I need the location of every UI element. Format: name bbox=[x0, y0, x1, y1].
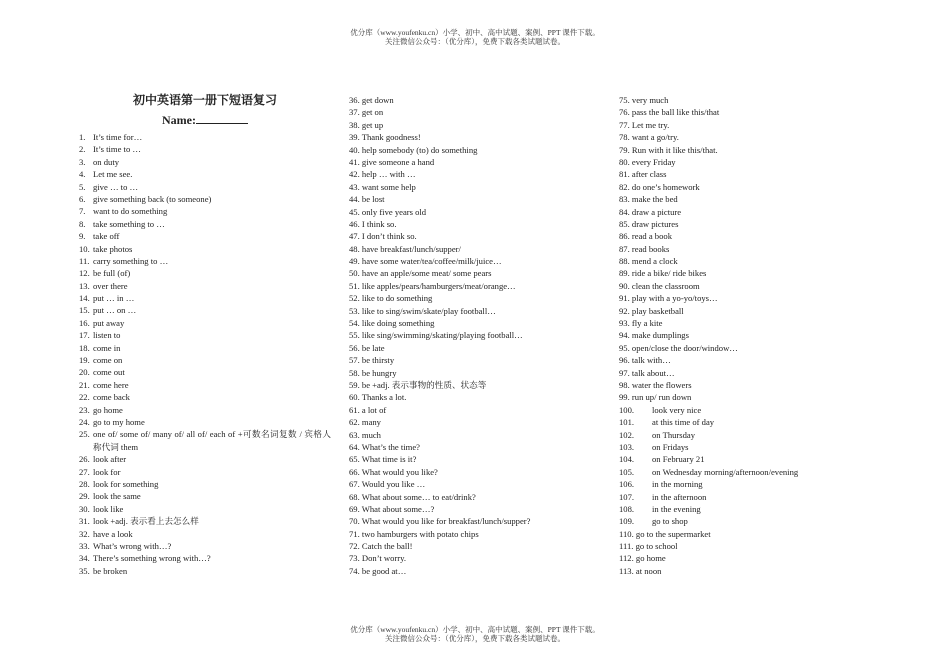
header-line-1: 优分库（www.youfenku.cn）小学、初中、高中试题、案例、PPT 课件下载。 bbox=[350, 28, 600, 37]
list-item: 36. get down bbox=[349, 95, 394, 105]
item-number: 13. bbox=[79, 280, 90, 291]
item-text: It’s time for… bbox=[93, 132, 143, 142]
list-item bbox=[619, 540, 869, 552]
item-text: make dumplings bbox=[631, 330, 689, 341]
item-text: look like bbox=[93, 503, 124, 514]
item-number: 106. bbox=[619, 479, 635, 490]
item-number: 1. bbox=[79, 132, 86, 142]
list-item bbox=[79, 416, 331, 428]
list-item bbox=[619, 491, 869, 503]
list-item bbox=[619, 441, 869, 453]
item-text: read a book bbox=[631, 231, 672, 242]
item-text: go to the supermarket bbox=[635, 528, 711, 539]
item-text: look for something bbox=[93, 478, 159, 489]
list-item bbox=[79, 255, 331, 267]
item-text: play with a yo-yo/toys… bbox=[631, 293, 718, 304]
list-item: 48. have breakfast/lunch/supper/ bbox=[349, 243, 461, 254]
item-number: 77. bbox=[619, 119, 630, 130]
item-number: 9. bbox=[79, 231, 86, 242]
item-text: ride a bike/ ride bikes bbox=[631, 268, 707, 279]
list-item bbox=[619, 565, 869, 577]
list-item bbox=[79, 168, 331, 180]
list-item bbox=[619, 305, 869, 317]
item-number: 105. bbox=[619, 466, 635, 477]
list-item bbox=[619, 528, 869, 540]
list-item bbox=[79, 366, 331, 378]
list-item bbox=[79, 428, 331, 453]
item-text: What’s wrong with…? bbox=[93, 540, 172, 551]
list-item: 66. What would you like? bbox=[349, 466, 438, 477]
item-number: 96. bbox=[619, 355, 630, 366]
item-text: come out bbox=[93, 367, 125, 378]
list-item bbox=[619, 280, 869, 292]
item-text: in the afternoon bbox=[652, 491, 707, 502]
list-item bbox=[79, 131, 331, 143]
list-item bbox=[79, 243, 331, 255]
item-text: clean the classroom bbox=[631, 280, 700, 291]
item-text: put … on … bbox=[93, 305, 137, 316]
list-item: 40. help somebody (to) do something bbox=[349, 144, 478, 155]
list-item bbox=[619, 478, 869, 490]
list-item bbox=[619, 379, 869, 391]
list-item bbox=[619, 552, 869, 564]
list-item: 64. What’s the time? bbox=[349, 441, 420, 452]
item-number: 102. bbox=[619, 429, 635, 440]
list-item bbox=[619, 354, 869, 366]
list-item: 58. be hungry bbox=[349, 367, 397, 378]
list-item bbox=[619, 515, 869, 527]
list-item bbox=[619, 106, 869, 118]
list-item bbox=[79, 478, 331, 490]
list-item bbox=[79, 193, 331, 205]
item-number: 90. bbox=[619, 280, 630, 291]
item-number: 5. bbox=[79, 181, 86, 192]
item-text: water the flowers bbox=[631, 379, 692, 390]
item-text: on Wednesday morning/afternoon/evening bbox=[652, 466, 799, 477]
list-item bbox=[619, 119, 869, 131]
item-text: carry something to … bbox=[93, 255, 169, 266]
list-item: 46. I think so. bbox=[349, 218, 397, 229]
item-number: 27. bbox=[79, 466, 90, 477]
item-number: 11. bbox=[79, 255, 90, 266]
item-text: at noon bbox=[635, 565, 662, 576]
item-text: very much bbox=[631, 95, 669, 105]
list-item: 52. like to do something bbox=[349, 293, 433, 304]
item-number: 79. bbox=[619, 144, 630, 155]
item-number: 91. bbox=[619, 293, 630, 304]
list-item bbox=[619, 317, 869, 329]
item-number: 86. bbox=[619, 231, 630, 242]
item-number: 112. bbox=[619, 553, 634, 564]
list-item bbox=[619, 230, 869, 242]
item-number: 31. bbox=[79, 516, 90, 527]
list-item bbox=[79, 490, 331, 502]
list-item: 38. get up bbox=[349, 119, 384, 130]
item-number: 21. bbox=[79, 379, 90, 390]
list-item: 54. like doing something bbox=[349, 318, 435, 329]
phrase-column-3 bbox=[619, 94, 869, 577]
list-item bbox=[619, 404, 869, 416]
list-item: 74. be good at… bbox=[349, 565, 407, 576]
item-number: 30. bbox=[79, 503, 90, 514]
list-item: 65. What time is it? bbox=[349, 454, 417, 465]
list-item: 67. Would you like … bbox=[349, 479, 426, 490]
item-text: do one’s homework bbox=[631, 181, 700, 192]
item-number: 28. bbox=[79, 478, 90, 489]
item-text: in the morning bbox=[652, 479, 703, 490]
list-item: 70. What would you like for breakfast/lunch/supper? bbox=[349, 516, 531, 527]
item-number: 4. bbox=[79, 169, 86, 180]
item-text: on February 21 bbox=[652, 454, 705, 465]
item-text: go to shop bbox=[652, 516, 688, 527]
list-item: 59. be +adj. 表示事物的性质、状态等 bbox=[349, 379, 487, 390]
list-item bbox=[79, 267, 331, 279]
list-item bbox=[79, 218, 331, 230]
list-item bbox=[619, 168, 869, 180]
item-number: 18. bbox=[79, 342, 90, 353]
item-text: be broken bbox=[93, 565, 128, 576]
item-text: want to do something bbox=[93, 206, 168, 217]
item-number: 12. bbox=[79, 268, 90, 279]
list-item bbox=[79, 515, 331, 527]
item-text: every Friday bbox=[631, 156, 676, 167]
list-item: 72. Catch the ball! bbox=[349, 541, 413, 552]
item-number: 89. bbox=[619, 268, 630, 279]
item-number: 113. bbox=[619, 565, 634, 576]
list-item bbox=[79, 329, 331, 341]
item-text: pass the ball like this/that bbox=[631, 107, 720, 118]
item-number: 98. bbox=[619, 379, 630, 390]
item-text: It’s time to … bbox=[93, 144, 141, 155]
item-number: 10. bbox=[79, 243, 90, 254]
item-number: 83. bbox=[619, 194, 630, 205]
list-item bbox=[619, 342, 869, 354]
item-text: come in bbox=[93, 342, 121, 353]
list-item bbox=[619, 367, 869, 379]
list-item bbox=[79, 304, 331, 316]
item-text: look after bbox=[93, 454, 127, 465]
item-number: 94. bbox=[619, 330, 630, 341]
item-text: in the evening bbox=[652, 503, 701, 514]
list-item bbox=[619, 466, 869, 478]
item-number: 6. bbox=[79, 193, 86, 204]
item-text: go home bbox=[635, 553, 666, 564]
list-item: 73. Don’t worry. bbox=[349, 553, 407, 564]
item-text: take something to … bbox=[93, 218, 165, 229]
list-item: 57. be thirsty bbox=[349, 355, 395, 366]
item-number: 15. bbox=[79, 305, 90, 316]
item-text: put away bbox=[93, 317, 125, 328]
item-number: 14. bbox=[79, 293, 90, 304]
list-item bbox=[79, 540, 331, 552]
item-text: after class bbox=[631, 169, 667, 180]
item-text: at this time of day bbox=[652, 417, 715, 428]
item-text: one of/ some of/ many of/ all of/ each of +可数名词复数 / 宾格人称代词 them bbox=[93, 429, 331, 452]
item-number: 82. bbox=[619, 181, 630, 192]
item-number: 2. bbox=[79, 144, 86, 155]
item-number: 25. bbox=[79, 429, 90, 440]
item-number: 19. bbox=[79, 355, 90, 366]
item-number: 99. bbox=[619, 392, 630, 403]
name-blank-line bbox=[196, 112, 248, 124]
list-item bbox=[79, 453, 331, 465]
list-item bbox=[619, 416, 869, 428]
list-item: 50. have an apple/some meat/ some pears bbox=[349, 268, 492, 279]
list-item: 60. Thanks a lot. bbox=[349, 392, 407, 403]
item-number: 109. bbox=[619, 516, 635, 527]
item-number: 34. bbox=[79, 553, 90, 564]
item-text: come on bbox=[93, 355, 123, 366]
item-text: look +adj. 表示看上去怎么样 bbox=[93, 516, 199, 527]
footer-line-2: 关注微信公众号：（优分库），免费下载各类试题试卷。 bbox=[385, 634, 565, 643]
list-item bbox=[619, 429, 869, 441]
item-number: 87. bbox=[619, 243, 630, 254]
item-text: listen to bbox=[93, 330, 121, 341]
list-item: 55. like sing/swimming/skating/playing football… bbox=[349, 330, 523, 341]
list-item: 63. much bbox=[349, 429, 381, 440]
list-item bbox=[79, 391, 331, 403]
list-item bbox=[79, 552, 331, 564]
item-text: take off bbox=[93, 231, 120, 242]
list-item bbox=[619, 193, 869, 205]
list-item: 44. be lost bbox=[349, 194, 385, 205]
list-item bbox=[79, 317, 331, 329]
list-item bbox=[79, 143, 331, 155]
item-text: open/close the door/window… bbox=[631, 342, 738, 353]
item-number: 24. bbox=[79, 416, 90, 427]
list-item bbox=[619, 206, 869, 218]
list-item bbox=[79, 379, 331, 391]
list-item bbox=[79, 565, 331, 577]
document-title: 初中英语第一册下短语复习 bbox=[132, 93, 277, 107]
item-text: be full (of) bbox=[93, 268, 131, 279]
item-text: Let me see. bbox=[93, 169, 133, 180]
item-number: 35. bbox=[79, 565, 90, 576]
list-item bbox=[619, 144, 869, 156]
name-field bbox=[80, 112, 330, 128]
item-number: 97. bbox=[619, 367, 630, 378]
list-item: 42. help … with … bbox=[349, 169, 416, 180]
list-item: 69. What about some…? bbox=[349, 503, 435, 514]
item-text: go to school bbox=[635, 541, 678, 552]
item-number: 23. bbox=[79, 404, 90, 415]
item-number: 81. bbox=[619, 169, 630, 180]
list-item bbox=[79, 354, 331, 366]
list-item bbox=[79, 205, 331, 217]
item-text: have a look bbox=[93, 528, 133, 539]
item-number: 75. bbox=[619, 95, 630, 105]
item-number: 3. bbox=[79, 156, 86, 167]
list-item bbox=[619, 329, 869, 341]
item-number: 17. bbox=[79, 330, 90, 341]
list-item bbox=[79, 280, 331, 292]
item-text: come back bbox=[93, 392, 130, 403]
item-text: on Thursday bbox=[652, 429, 696, 440]
list-item: 53. like to sing/swim/skate/play football… bbox=[349, 305, 496, 316]
item-number: 108. bbox=[619, 503, 635, 514]
list-item bbox=[79, 466, 331, 478]
footer-line-1: 优分库（www.youfenku.cn）小学、初中、高中试题、案例、PPT 课件下载。 bbox=[350, 625, 600, 634]
item-number: 85. bbox=[619, 218, 630, 229]
item-text: talk with… bbox=[631, 355, 671, 366]
name-label: Name: bbox=[162, 113, 196, 127]
item-number: 7. bbox=[79, 206, 86, 217]
item-number: 26. bbox=[79, 454, 90, 465]
list-item: 47. I don’t think so. bbox=[349, 231, 417, 242]
list-item: 43. want some help bbox=[349, 181, 416, 192]
list-item bbox=[619, 292, 869, 304]
item-text: over there bbox=[93, 280, 128, 291]
list-item: 39. Thank goodness! bbox=[349, 132, 421, 143]
item-number: 33. bbox=[79, 540, 90, 551]
item-text: want a go/try. bbox=[631, 132, 679, 143]
list-item bbox=[79, 342, 331, 354]
list-item bbox=[79, 528, 331, 540]
item-number: 16. bbox=[79, 317, 90, 328]
item-text: There’s something wrong with…? bbox=[93, 553, 211, 564]
item-number: 22. bbox=[79, 392, 90, 403]
item-number: 20. bbox=[79, 367, 90, 378]
item-text: look for bbox=[93, 466, 121, 477]
item-number: 8. bbox=[79, 218, 86, 229]
list-item: 51. like apples/pears/hamburgers/meat/orange… bbox=[349, 280, 516, 291]
item-text: look very nice bbox=[652, 404, 702, 415]
item-text: take photos bbox=[93, 243, 133, 254]
item-number: 76. bbox=[619, 107, 630, 118]
list-item bbox=[619, 218, 869, 230]
item-text: Run with it like this/that. bbox=[631, 144, 718, 155]
item-text: draw a picture bbox=[631, 206, 682, 217]
list-item bbox=[79, 404, 331, 416]
item-number: 92. bbox=[619, 305, 630, 316]
item-number: 111. bbox=[619, 541, 634, 552]
item-text: on Fridays bbox=[652, 441, 689, 452]
header-line-2: 关注微信公众号：（优分库），免费下载各类试题试卷。 bbox=[385, 37, 565, 46]
list-item bbox=[619, 94, 869, 106]
list-item bbox=[619, 255, 869, 267]
list-item: 41. give someone a hand bbox=[349, 156, 435, 167]
item-number: 78. bbox=[619, 132, 630, 143]
list-item bbox=[619, 243, 869, 255]
item-number: 100. bbox=[619, 404, 635, 415]
item-text: mend a clock bbox=[631, 256, 678, 267]
item-text: give … to … bbox=[93, 181, 139, 192]
list-item bbox=[619, 156, 869, 168]
phrase-column-1 bbox=[79, 131, 331, 577]
item-number: 104. bbox=[619, 454, 635, 465]
list-item bbox=[619, 453, 869, 465]
list-item: 61. a lot of bbox=[349, 404, 387, 415]
item-text: come here bbox=[93, 379, 129, 390]
item-number: 32. bbox=[79, 528, 90, 539]
list-item bbox=[619, 503, 869, 515]
list-item bbox=[619, 267, 869, 279]
item-number: 93. bbox=[619, 318, 630, 329]
item-text: give something back (to someone) bbox=[93, 193, 212, 204]
list-item bbox=[79, 230, 331, 242]
phrase-column-2 bbox=[349, 94, 599, 577]
list-item: 62. many bbox=[349, 417, 381, 428]
list-item bbox=[79, 292, 331, 304]
item-number: 107. bbox=[619, 491, 635, 502]
item-text: make the bed bbox=[631, 194, 678, 205]
list-item bbox=[619, 181, 869, 193]
item-number: 80. bbox=[619, 156, 630, 167]
list-item: 56. be late bbox=[349, 342, 385, 353]
list-item: 37. get on bbox=[349, 107, 384, 118]
item-text: play basketball bbox=[631, 305, 684, 316]
list-item bbox=[619, 391, 869, 403]
list-item: 68. What about some… to eat/drink? bbox=[349, 491, 476, 502]
item-text: put … in … bbox=[93, 293, 135, 304]
item-number: 110. bbox=[619, 528, 634, 539]
item-number: 84. bbox=[619, 206, 630, 217]
item-text: on duty bbox=[93, 156, 120, 167]
item-number: 103. bbox=[619, 441, 635, 452]
list-item bbox=[619, 131, 869, 143]
list-item bbox=[79, 156, 331, 168]
list-item: 49. have some water/tea/coffee/milk/juice… bbox=[349, 256, 502, 267]
item-number: 101. bbox=[619, 417, 635, 428]
page-header bbox=[0, 28, 950, 46]
item-number: 95. bbox=[619, 342, 630, 353]
list-item: 71. two hamburgers with potato chips bbox=[349, 528, 479, 539]
item-number: 29. bbox=[79, 491, 90, 502]
list-item bbox=[79, 181, 331, 193]
item-text: go home bbox=[93, 404, 123, 415]
item-text: look the same bbox=[93, 491, 141, 502]
item-text: Let me try. bbox=[631, 119, 670, 130]
item-text: read books bbox=[631, 243, 670, 254]
item-number: 88. bbox=[619, 256, 630, 267]
item-text: run up/ run down bbox=[631, 392, 692, 403]
item-text: fly a kite bbox=[631, 318, 663, 329]
list-item: 45. only five years old bbox=[349, 206, 427, 217]
item-text: go to my home bbox=[93, 416, 145, 427]
item-text: draw pictures bbox=[631, 218, 679, 229]
item-text: talk about… bbox=[631, 367, 675, 378]
page-footer bbox=[0, 625, 950, 643]
list-item bbox=[79, 503, 331, 515]
